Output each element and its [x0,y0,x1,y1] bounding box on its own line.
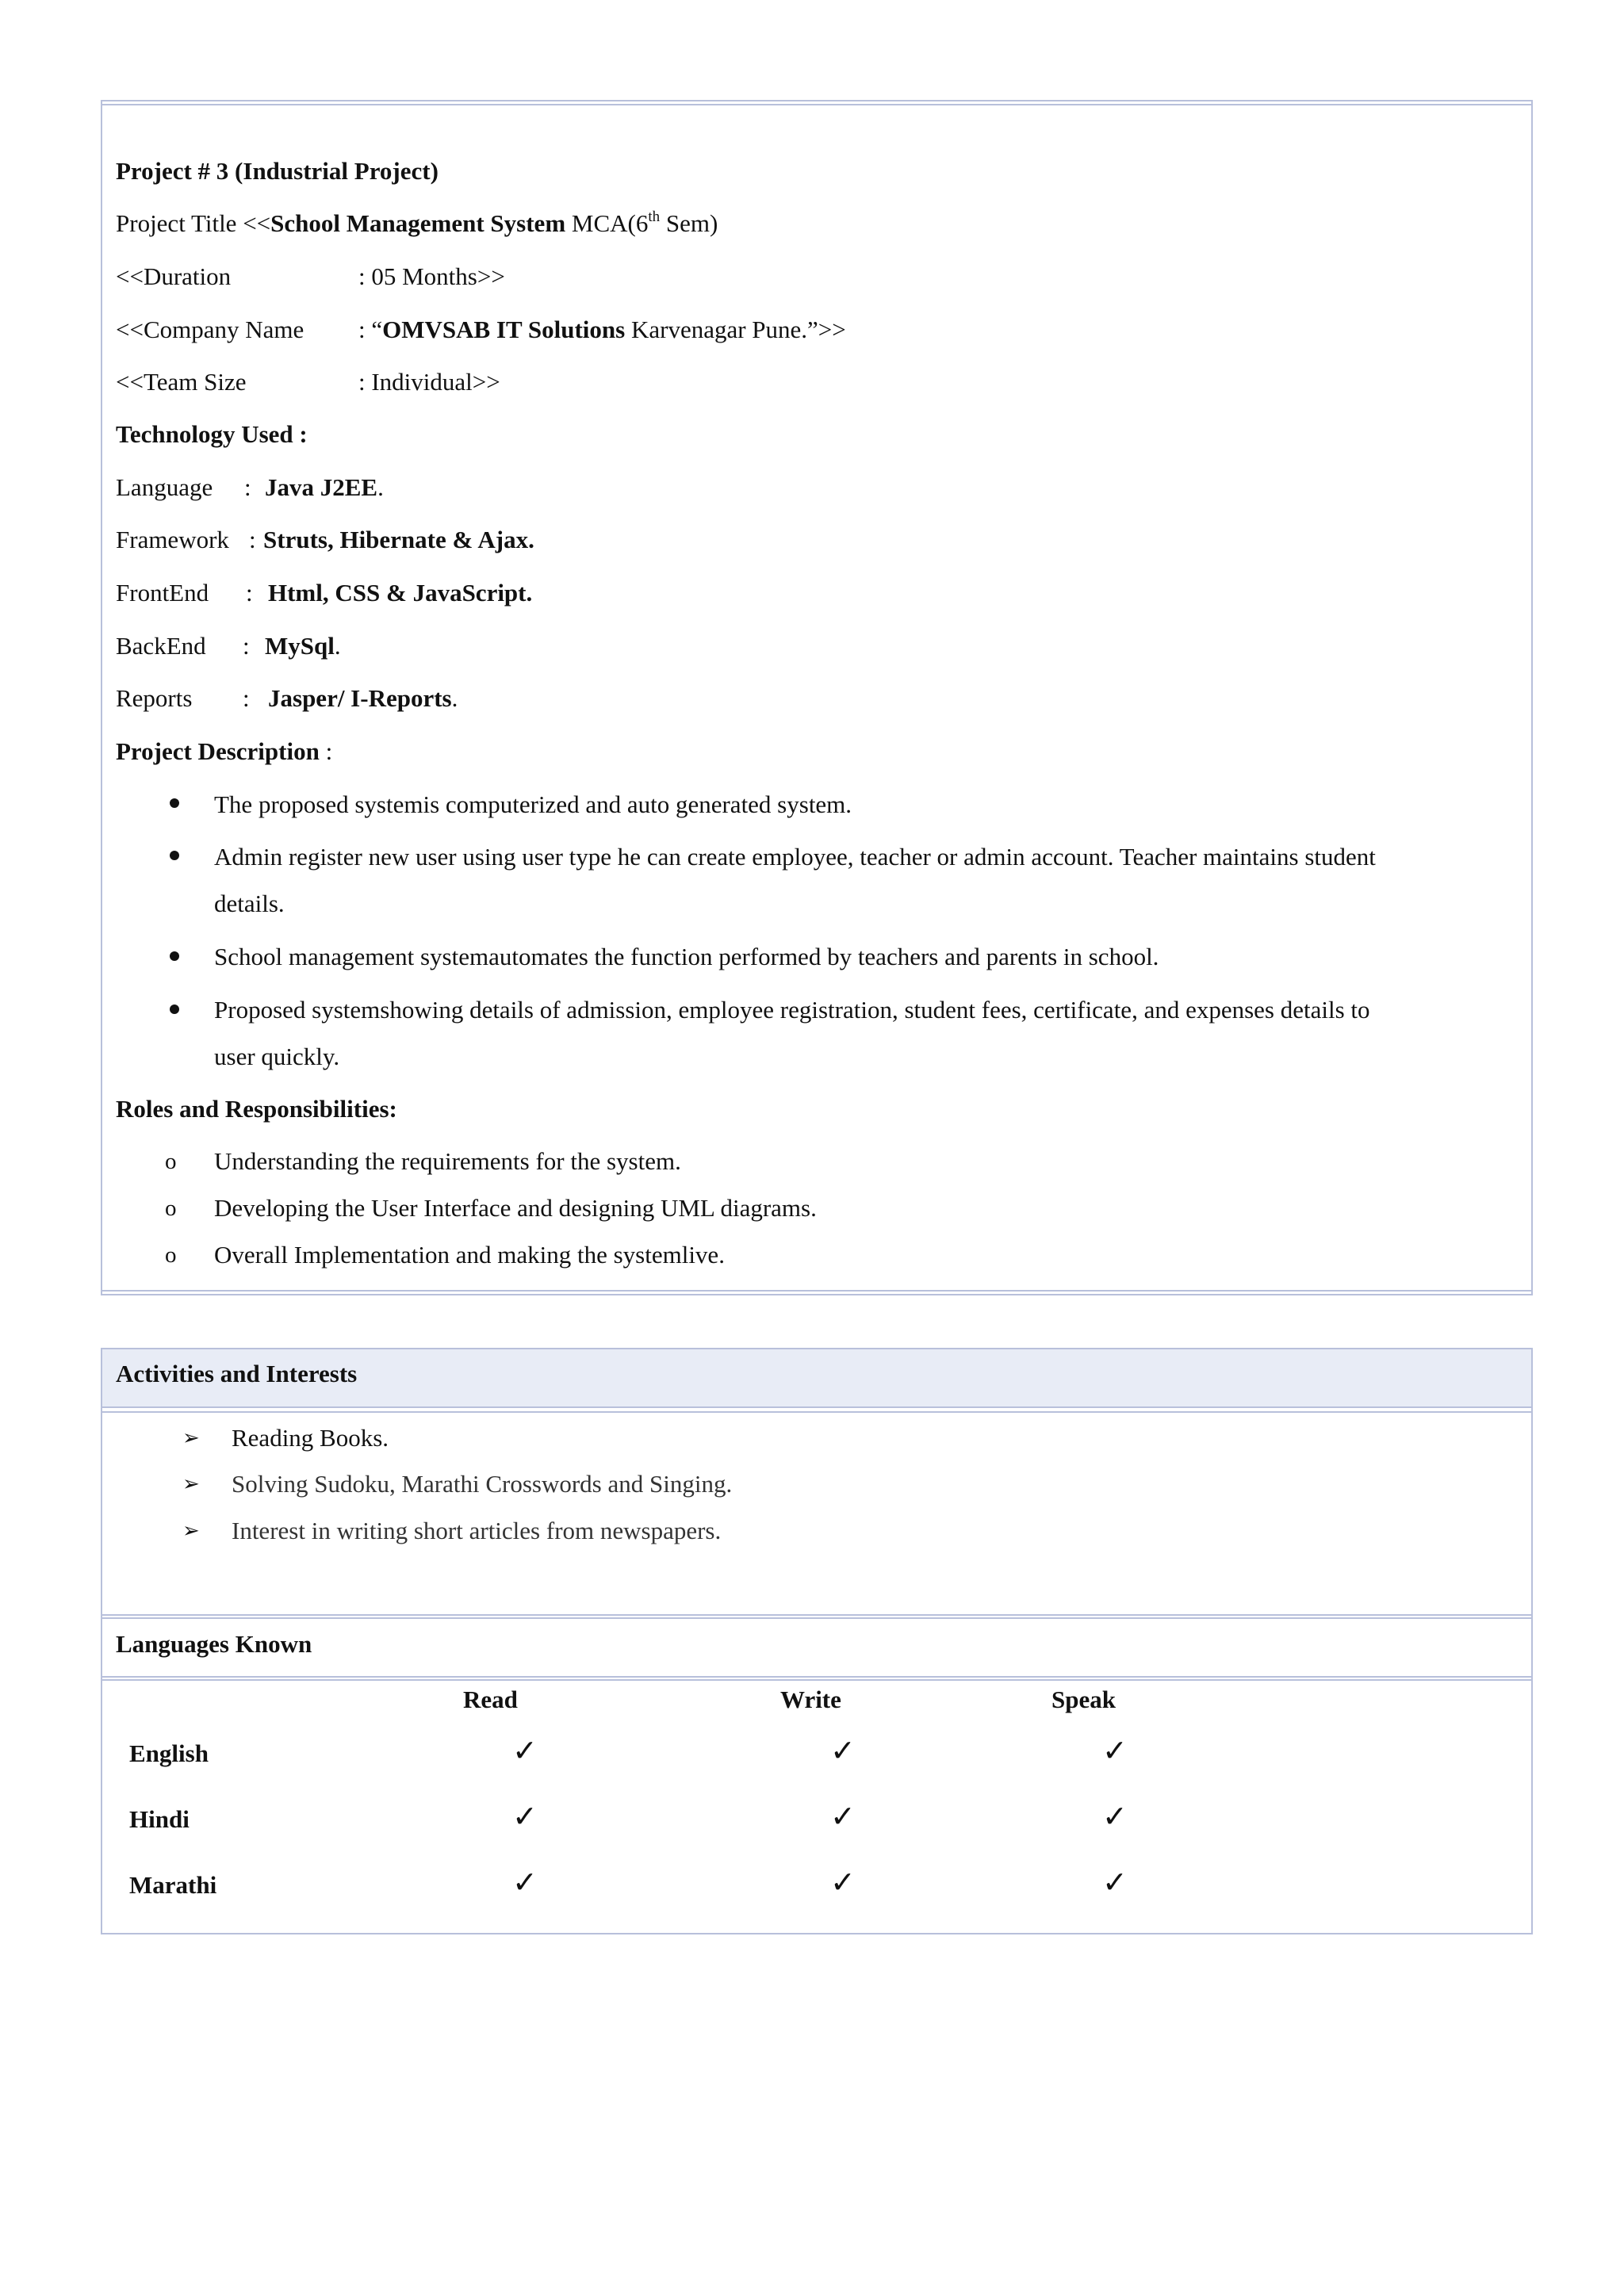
activity-item-1: Reading Books. [232,1424,389,1452]
check-icon: ✓ [512,1865,538,1900]
language-hindi: Hindi [129,1805,190,1833]
role-marker-icon: o [165,1149,177,1174]
languages-heading: Languages Known [116,1630,312,1658]
duration-value: : 05 Months>> [358,262,505,290]
check-icon: ✓ [512,1733,538,1768]
project-heading: Project # 3 (Industrial Project) [116,157,439,185]
arrow-bullet-icon: ➢ [182,1519,200,1543]
divider [102,1411,1531,1413]
check-icon: ✓ [1102,1865,1128,1900]
check-icon: ✓ [830,1733,856,1768]
description-item-1: The proposed systemis computerized and auto generated system. [214,790,852,818]
column-write: Write [780,1686,841,1713]
role-marker-icon: o [165,1196,177,1221]
check-icon: ✓ [512,1799,538,1834]
tech-frontend-label: FrontEnd [116,579,209,607]
role-marker-icon: o [165,1242,177,1268]
tech-reports-label: Reports [116,684,193,712]
bullet-icon [170,951,179,961]
check-icon: ✓ [830,1865,856,1900]
activity-item-2: Solving Sudoku, Marathi Crosswords and Singing. [232,1470,733,1498]
tech-framework-value: Struts, Hibernate & Ajax. [263,526,534,553]
divider [102,1617,1531,1619]
roles-heading: Roles and Responsibilities: [116,1095,397,1123]
description-heading: Project Description : [116,737,333,765]
tech-language-value: Java J2EE. [265,473,384,501]
tech-backend-colon: : [243,632,250,660]
tech-reports-value: Jasper/ I-Reports. [268,684,458,712]
check-icon: ✓ [1102,1733,1128,1768]
tech-framework-colon: : [249,526,256,553]
check-icon: ✓ [830,1799,856,1834]
tech-language-colon: : [244,473,251,501]
arrow-bullet-icon: ➢ [182,1426,200,1450]
team-value: : Individual>> [358,368,500,396]
company-value: : “OMVSAB IT Solutions Karvenagar Pune.”>> [358,316,846,343]
divider [102,1614,1531,1616]
bullet-icon [170,1004,179,1014]
description-item-4: Proposed systemshowing details of admission, employee registration, student fees, certificate, and expenses details to [214,996,1370,1024]
divider [102,1676,1531,1678]
company-label: <<Company Name [116,316,304,343]
bullet-icon [170,851,179,860]
tech-framework-label: Framework [116,526,229,553]
description-item-3: School management systemautomates the function performed by teachers and parents in school. [214,943,1159,970]
bullet-icon [170,798,179,808]
activities-heading: Activities and Interests [116,1360,358,1387]
column-speak: Speak [1051,1686,1116,1713]
description-item-2-cont: details. [214,890,285,917]
tech-backend-label: BackEnd [116,632,206,660]
role-item-3: Overall Implementation and making the systemlive. [214,1241,725,1269]
tech-language-label: Language [116,473,213,501]
technology-heading: Technology Used : [116,420,308,448]
role-item-2: Developing the User Interface and designing UML diagrams. [214,1194,817,1222]
column-read: Read [463,1686,518,1713]
divider [102,1679,1531,1681]
duration-label: <<Duration [116,262,232,290]
tech-reports-colon: : [243,684,250,712]
tech-backend-value: MySql. [265,632,341,660]
arrow-bullet-icon: ➢ [182,1472,200,1496]
role-item-1: Understanding the requirements for the system. [214,1147,681,1175]
description-item-4-cont: user quickly. [214,1043,340,1070]
activity-item-3: Interest in writing short articles from newspapers. [232,1517,722,1544]
language-english: English [129,1739,209,1767]
check-icon: ✓ [1102,1799,1128,1834]
tech-frontend-colon: : [246,579,253,607]
description-item-2: Admin register new user using user type he can create employee, teacher or admin account. Teacher maintains student [214,843,1376,871]
project-title-line: Project Title <<School Management System MCA(6th Sem) [116,208,718,237]
language-marathi: Marathi [129,1871,217,1899]
team-label: <<Team Size [116,368,247,396]
tech-frontend-value: Html, CSS & JavaScript. [268,579,533,607]
